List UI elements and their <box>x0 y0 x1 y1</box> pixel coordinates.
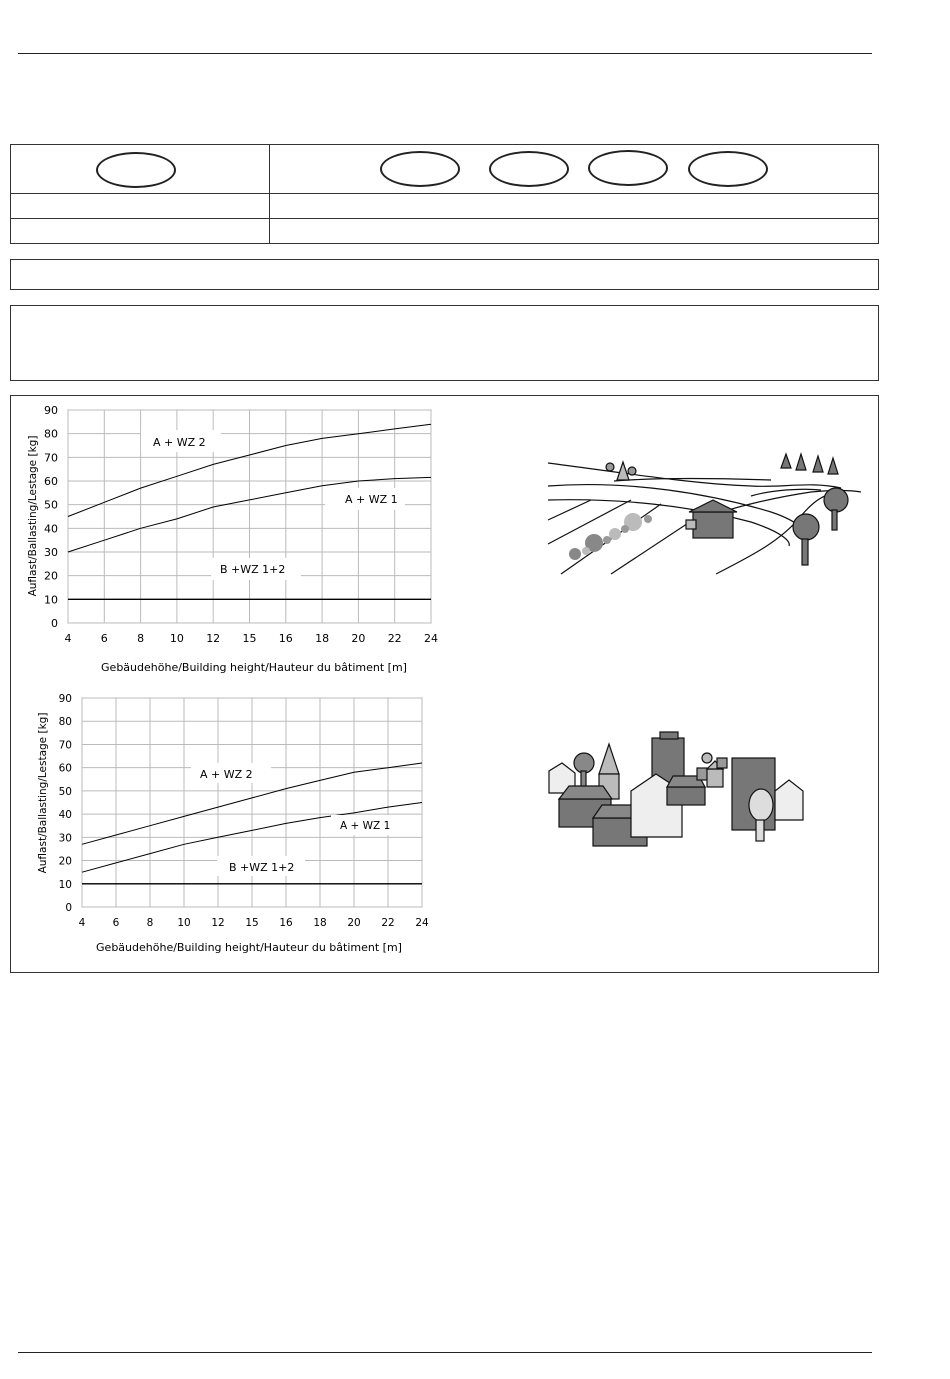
header-table-row-2 <box>11 193 878 194</box>
series-label-a-wz2: A + WZ 2 <box>153 436 206 449</box>
x-tick-label: 6 <box>100 632 108 645</box>
y-tick-label: 40 <box>44 522 58 536</box>
series-label-b-wz12: B +WZ 1+2 <box>220 563 286 576</box>
town-illustration <box>549 732 803 846</box>
y-tick-label: 50 <box>44 498 58 512</box>
y-tick-label: 30 <box>58 832 72 845</box>
y-tick-label: 0 <box>51 617 58 630</box>
x-tick-label: 4 <box>64 632 72 645</box>
y-tick-label: 70 <box>58 739 72 752</box>
x-tick-label: 15 <box>245 917 259 929</box>
y-tick-label: 70 <box>44 451 58 465</box>
y-tick-label: 60 <box>44 475 58 488</box>
charts-panel <box>10 395 879 973</box>
x-tick-label: 20 <box>347 917 361 929</box>
header-table-divider <box>269 145 270 243</box>
y-tick-label: 30 <box>44 546 58 559</box>
empty-oval-left <box>96 152 176 188</box>
series-label-b-wz12-2: B +WZ 1+2 <box>229 861 295 874</box>
x-tick-label: 8 <box>146 917 154 929</box>
bottom-rule <box>18 1352 872 1353</box>
chart-urban <box>37 693 429 954</box>
x-tick-label: 24 <box>415 917 429 929</box>
chart-2-ylabel: Auflast/Ballasting/Lestage [kg] <box>37 712 49 874</box>
x-tick-label: 12 <box>211 917 225 929</box>
chart-1-xlabel: Gebäudehöhe/Building height/Hauteur du bâtiment [m] <box>101 661 407 674</box>
series-label-a-wz1-2: A + WZ 1 <box>340 820 391 832</box>
empty-box-1 <box>10 259 879 290</box>
x-tick-label: 8 <box>137 632 145 645</box>
chart-open-country <box>27 404 438 674</box>
x-tick-label: 15 <box>242 632 257 645</box>
y-tick-label: 60 <box>58 762 72 775</box>
x-tick-label: 16 <box>278 632 293 645</box>
x-tick-label: 24 <box>424 632 438 645</box>
empty-oval-4 <box>688 151 768 187</box>
x-tick-label: 4 <box>78 917 86 929</box>
x-tick-label: 6 <box>112 917 120 929</box>
empty-box-2 <box>10 305 879 381</box>
top-rule <box>18 53 872 54</box>
y-tick-label: 80 <box>44 427 58 441</box>
y-tick-label: 20 <box>44 569 58 583</box>
empty-oval-1 <box>380 151 460 187</box>
y-tick-label: 0 <box>65 902 72 914</box>
y-tick-label: 80 <box>58 716 72 729</box>
charts-canvas <box>11 396 878 972</box>
x-tick-label: 20 <box>351 632 366 645</box>
x-tick-label: 18 <box>313 917 327 929</box>
x-tick-label: 18 <box>315 632 330 645</box>
x-tick-label: 22 <box>381 917 395 929</box>
y-tick-label: 40 <box>58 809 72 822</box>
y-tick-label: 50 <box>58 785 72 798</box>
x-tick-label: 10 <box>169 632 184 645</box>
y-tick-label: 10 <box>44 593 58 607</box>
chart-1-ylabel: Auflast/Ballasting/Lestage [kg] <box>27 435 39 597</box>
y-tick-label: 10 <box>58 878 72 891</box>
x-tick-label: 16 <box>279 917 293 929</box>
header-table <box>10 144 879 244</box>
x-tick-label: 12 <box>206 632 221 645</box>
x-tick-label: 10 <box>177 917 191 929</box>
y-tick-label: 90 <box>44 404 58 417</box>
series-label-a-wz1: A + WZ 1 <box>345 493 398 506</box>
empty-oval-3 <box>588 150 668 186</box>
x-tick-label: 22 <box>387 632 402 645</box>
chart-2-xlabel: Gebäudehöhe/Building height/Hauteur du bâtiment [m] <box>96 941 402 954</box>
header-table-row-3 <box>11 218 878 219</box>
y-tick-label: 20 <box>58 855 72 868</box>
y-tick-label: 90 <box>58 693 72 705</box>
series-label-a-wz2-2: A + WZ 2 <box>200 768 253 781</box>
countryside-illustration <box>548 454 861 574</box>
empty-oval-2 <box>489 151 569 187</box>
